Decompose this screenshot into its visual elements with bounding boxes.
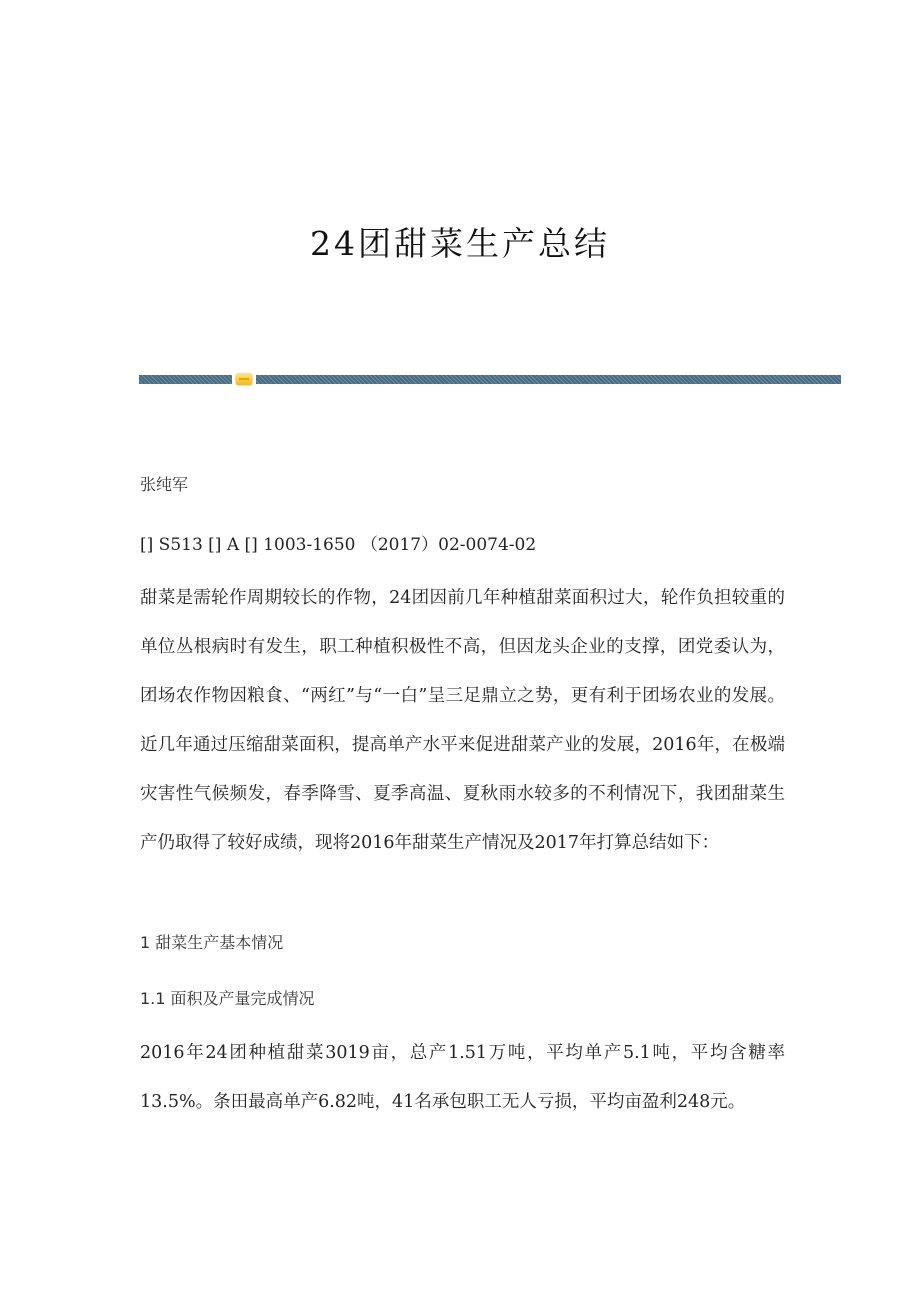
section-heading-1: 1 甜菜生产基本情况 <box>140 933 284 952</box>
intro-paragraph: 甜菜是需轮作周期较长的作物，24团因前几年种植甜菜面积过大，轮作负担较重的单位丛根病时有发生，职工种植积极性不高，但因龙头企业的支撑，团党委认为，团场农作物因粮食、“两红”与“一白”呈三足鼎立之势，更有利于团场农业的发展。近几年通过压缩甜菜面积，提高单产水平来促进甜菜产业的发展，2016年，在极端灾害性气候频发，春季降雪、夏季高温、夏秋雨水较多的不利情况下，我团甜菜生产仍取得了较好成绩，现将2016年甜菜生产情况及2017年打算总结如下： <box>140 588 785 853</box>
divider-ornament-icon <box>236 374 252 385</box>
title-divider <box>139 375 841 384</box>
section-heading-1-1: 1.1 面积及产量完成情况 <box>140 989 315 1008</box>
classification-meta: [] S513 [] A [] 1003-1650 （2017）02-0074-02 <box>140 535 537 555</box>
divider-bar-right <box>256 375 841 384</box>
divider-bar-left <box>139 375 232 384</box>
section-1-1-paragraph: 2016年24团种植甜菜3019亩，总产1.51万吨，平均单产5.1吨，平均含糖率13.5%。条田最高单产6.82吨，41名承包职工无人亏损，平均亩盈利248元。 <box>140 1043 785 1112</box>
author-name: 张纯军 <box>140 475 189 494</box>
document-title: 24团甜菜生产总结 <box>310 224 610 263</box>
